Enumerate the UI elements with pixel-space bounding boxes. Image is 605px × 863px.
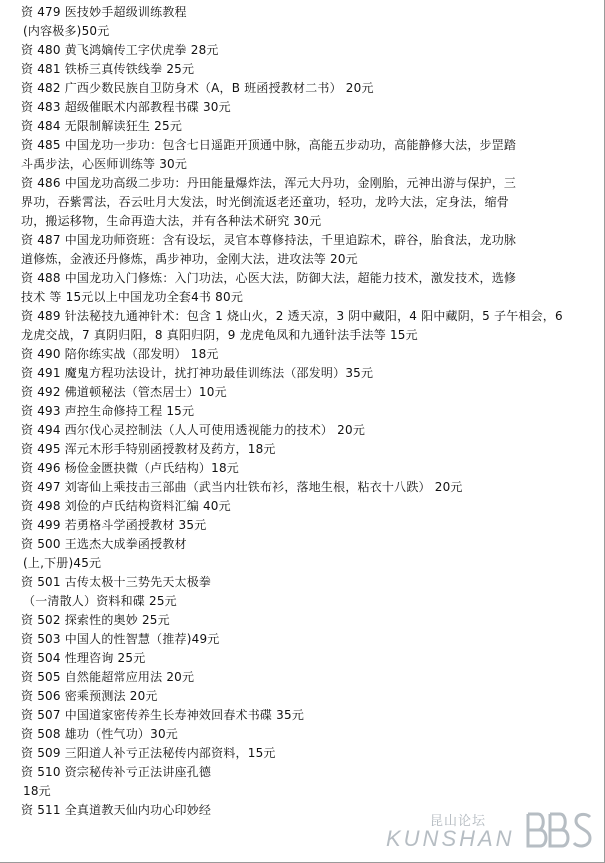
watermark-en-text: KUNSHAN xyxy=(386,826,515,851)
list-line: 资 494 西尔伐心灵控制法（人人可使用透视能力的技术） 20元 xyxy=(21,423,366,437)
list-line: 界功，吞紫霄法，吞云吐月大发法，时光倒流返老还童功，轻功，龙吟大法，定身法，缩骨 xyxy=(21,195,510,209)
list-line: 资 479 医技妙手超级训练教程 xyxy=(21,5,187,19)
list-line: 资 482 广西少数民族自卫防身术（A，B 班函授教材二书） 20元 xyxy=(21,81,374,95)
list-line: （一清散人）资料和碟 25元 xyxy=(23,594,177,608)
forum-watermark xyxy=(386,808,596,856)
list-line: 资 511 全真道教天仙内功心印妙经 xyxy=(21,803,212,817)
list-line: 资 506 密乘预测法 20元 xyxy=(21,689,158,703)
bbs-logo-icon xyxy=(524,808,596,852)
list-line: 资 496 杨俭金匮抉微（卢氏结构）18元 xyxy=(21,461,240,475)
list-line: 资 492 佛道顿秘法（管杰居士）10元 xyxy=(21,385,227,399)
list-line: 资 483 超级催眠术内部教程书碟 30元 xyxy=(21,100,231,114)
list-line: 资 497 刘寄仙上乘技击三部曲（武当内壮铁布衫，落地生根，粘衣十八跌） 20元 xyxy=(21,480,463,494)
list-line: 资 505 自然能超常应用法 20元 xyxy=(21,670,195,684)
list-line: 资 484 无限制解读狂生 25元 xyxy=(21,119,183,133)
list-line: 资 503 中国人的性智慧（推荐)49元 xyxy=(21,632,220,646)
list-line: 资 504 性理咨询 25元 xyxy=(21,651,146,665)
watermark-cn-text: 昆山论坛 xyxy=(430,814,487,829)
list-line: 功，搬运移物，生命再造大法，并有各种法术研究 30元 xyxy=(21,214,322,228)
list-line: 资 509 三阳道人补亏正法秘传内部资料，15元 xyxy=(21,746,276,760)
list-line: 资 485 中国龙功一步功：包含七日遥距开顶通中脉，高能五步动功，高能静修大法，步罡踏 xyxy=(21,138,517,152)
list-line: 道修炼，金液还丹修炼，禹步神功，金刚大法，进攻法等 20元 xyxy=(21,252,358,266)
list-line: 资 487 中国龙功师资班：含有设坛，灵官本尊修持法，千里追踪术，辟谷，胎食法，龙功脉 xyxy=(21,233,517,247)
list-line: 资 495 浑元木形手特别函授教材及药方，18元 xyxy=(21,442,276,456)
list-line: 资 502 探索性的奥妙 25元 xyxy=(21,613,170,627)
list-line: 技术 等 15元以上中国龙功全套4书 80元 xyxy=(21,290,244,304)
list-line: 资 481 铁桥三真传铁线拳 25元 xyxy=(21,62,195,76)
list-line: 资 486 中国龙功高级二步功：丹田能量爆炸法，浑元大丹功，金刚胎，元神出游与保护，三 xyxy=(21,176,517,190)
list-line: (内容极多)50元 xyxy=(23,24,110,38)
list-line: 资 493 声控生命修持工程 15元 xyxy=(21,404,195,418)
list-line: 资 500 王选杰大成拳函授教材 xyxy=(21,537,187,551)
list-line: (上,下册)45元 xyxy=(23,556,102,570)
list-line: 资 510 资宗秘传补亏正法讲座孔德 xyxy=(21,765,212,779)
list-line: 资 508 雄功（性气功）30元 xyxy=(21,727,179,741)
list-line: 18元 xyxy=(23,784,51,798)
list-line: 龙虎交战，7 真阴归阳，8 真阳归阴，9 龙虎龟凤和九通针法手法等 15元 xyxy=(21,328,418,342)
list-line: 资 499 若勇格斗学函授教材 35元 xyxy=(21,518,207,532)
list-line: 资 501 古传太极十三势先天太极拳 xyxy=(21,575,212,589)
list-line: 资 507 中国道家密传养生长寿神效回春术书碟 35元 xyxy=(21,708,305,722)
list-line: 资 490 陪你练实战（邵发明） 18元 xyxy=(21,347,219,361)
list-line: 斗禹步法，心医师训练等 30元 xyxy=(21,157,188,171)
list-line: 资 488 中国龙功入门修炼：入门功法，心医大法，防御大法，超能力技术，激发技术，选修 xyxy=(21,271,517,285)
list-line: 资 491 魔鬼方程功法设计，扰打神功最佳训练法（邵发明）35元 xyxy=(21,366,374,380)
list-line: 资 480 黄飞鸿嫡传工字伏虎拳 28元 xyxy=(21,43,219,57)
list-line: 资 489 针法秘技九通神针术：包含 1 烧山火，2 透天凉，3 阴中藏阳，4 阳中藏阴，5 子午相会，6 xyxy=(21,309,563,323)
list-line: 资 498 刘俭的卢氏结构资料汇编 40元 xyxy=(21,499,231,513)
catalog-list xyxy=(21,3,595,820)
